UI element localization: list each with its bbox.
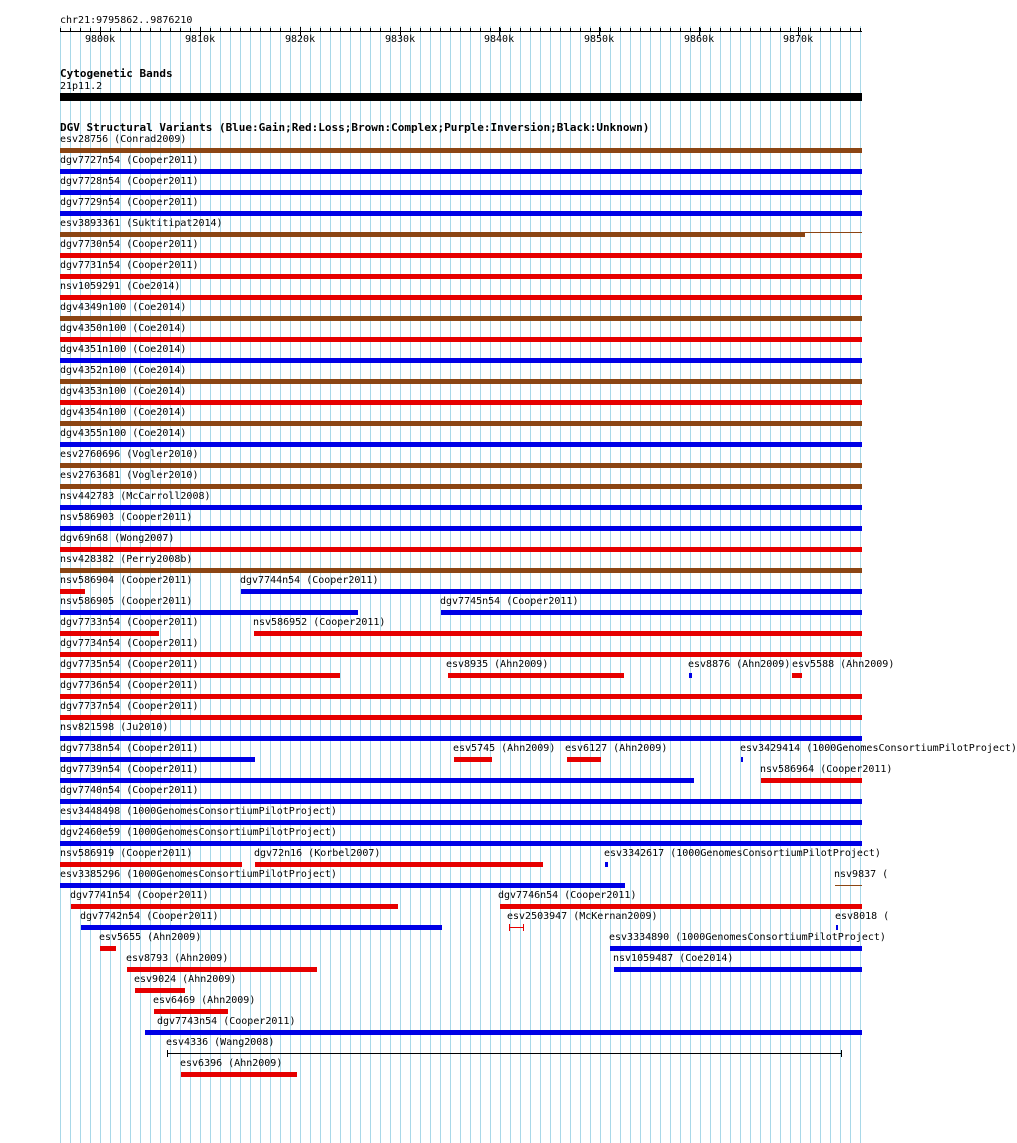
feature-label[interactable]: dgv7727n54 (Cooper2011) (60, 155, 199, 166)
ruler-minor-tick (510, 28, 511, 32)
ruler-minor-tick (590, 28, 591, 32)
ruler-minor-tick (180, 28, 181, 32)
feature-label[interactable]: dgv7744n54 (Cooper2011) (240, 575, 379, 586)
ruler-minor-tick (290, 28, 291, 32)
feature-bar[interactable] (448, 673, 624, 678)
feature-bar[interactable] (60, 757, 255, 762)
feature-bar[interactable] (60, 484, 862, 489)
ruler-minor-tick (420, 28, 421, 32)
feature-bar[interactable] (835, 885, 862, 886)
ruler-minor-tick (70, 28, 71, 32)
feature-label[interactable]: nsv1059487 (Coe2014) (613, 953, 734, 964)
feature-bar[interactable] (60, 211, 862, 216)
ruler-minor-tick (540, 28, 541, 32)
feature-bar[interactable] (60, 547, 862, 552)
feature-label[interactable]: dgv72n16 (Korbel2007) (254, 848, 381, 859)
ruler-minor-tick (140, 28, 141, 32)
ruler-minor-tick (690, 28, 691, 32)
feature-label[interactable]: esv2760696 (Vogler2010) (60, 449, 199, 460)
feature-bar[interactable] (60, 400, 862, 405)
feature-label[interactable]: dgv4355n100 (Coe2014) (60, 428, 187, 439)
cytoband-label: 21p11.2 (60, 81, 103, 92)
feature-label[interactable]: dgv4353n100 (Coe2014) (60, 386, 187, 397)
ruler-minor-tick (710, 28, 711, 32)
feature-label[interactable]: esv3342617 (1000GenomesConsortiumPilotProject) (604, 848, 881, 859)
feature-bar[interactable] (255, 862, 543, 867)
ruler-minor-tick (380, 28, 381, 32)
ruler-minor-tick (530, 28, 531, 32)
feature-bar[interactable] (60, 337, 862, 342)
feature-bar[interactable] (100, 946, 116, 951)
ruler-minor-tick (120, 28, 121, 32)
region-label: chr21:9795862..9876210 (60, 15, 193, 26)
ruler-minor-tick (90, 28, 91, 32)
feature-label[interactable]: dgv7734n54 (Cooper2011) (60, 638, 199, 649)
feature-label[interactable]: esv5588 (Ahn2009) (792, 659, 895, 670)
feature-label[interactable]: nsv428382 (Perry2008b) (60, 554, 193, 565)
feature-label[interactable]: dgv7730n54 (Cooper2011) (60, 239, 199, 250)
feature-label[interactable]: dgv2460e59 (1000GenomesConsortiumPilotProject) (60, 827, 337, 838)
feature-label[interactable]: esv3448498 (1000GenomesConsortiumPilotProject) (60, 806, 337, 817)
feature-bar[interactable] (154, 1009, 228, 1014)
feature-label[interactable]: nsv1059291 (Coe2014) (60, 281, 181, 292)
feature-label[interactable]: esv6396 (Ahn2009) (180, 1058, 283, 1069)
feature-bar[interactable] (60, 379, 862, 384)
ruler-minor-tick (430, 28, 431, 32)
ruler-minor-tick (840, 28, 841, 32)
ruler-minor-tick (810, 28, 811, 32)
feature-label[interactable]: esv3334890 (1000GenomesConsortiumPilotProject) (609, 932, 886, 943)
ruler-tick-label: 9850k (584, 34, 615, 45)
feature-label[interactable]: dgv7739n54 (Cooper2011) (60, 764, 199, 775)
feature-label[interactable]: dgv7742n54 (Cooper2011) (80, 911, 219, 922)
ruler-minor-tick (740, 28, 741, 32)
feature-bar[interactable] (792, 673, 802, 678)
ruler-minor-tick (210, 28, 211, 32)
feature-label[interactable]: esv6127 (Ahn2009) (565, 743, 668, 754)
feature-label[interactable]: esv2763681 (Vogler2010) (60, 470, 199, 481)
ruler-minor-tick (280, 28, 281, 32)
feature-label[interactable]: esv3429414 (1000GenomesConsortiumPilotProject) (740, 743, 1017, 754)
feature-label[interactable]: dgv7735n54 (Cooper2011) (60, 659, 199, 670)
feature-label[interactable]: nsv9837 ( (834, 869, 889, 880)
feature-bar[interactable] (60, 274, 862, 279)
feature-label[interactable]: nsv586904 (Cooper2011) (60, 575, 193, 586)
ruler-minor-tick (560, 28, 561, 32)
ruler-minor-tick (160, 28, 161, 32)
feature-bar[interactable] (60, 505, 862, 510)
ruler-minor-tick (500, 28, 501, 32)
feature-label[interactable]: dgv7728n54 (Cooper2011) (60, 176, 199, 187)
feature-label[interactable]: dgv4354n100 (Coe2014) (60, 407, 187, 418)
feature-label[interactable]: nsv586964 (Cooper2011) (760, 764, 893, 775)
ruler-minor-tick (700, 28, 701, 32)
ruler-tick-label: 9810k (185, 34, 216, 45)
feature-bar[interactable] (60, 526, 862, 531)
dgv-title: DGV Structural Variants (Blue:Gain;Red:Loss;Brown:Complex;Purple:Inversion;Black:Unknown) (60, 121, 650, 134)
feature-label[interactable]: dgv7737n54 (Cooper2011) (60, 701, 199, 712)
feature-bar[interactable] (567, 757, 601, 762)
ruler-tick-label: 9840k (484, 34, 515, 45)
feature-label[interactable]: nsv586903 (Cooper2011) (60, 512, 193, 523)
ruler-minor-tick (350, 28, 351, 32)
feature-bar[interactable] (60, 253, 862, 258)
feature-bar[interactable] (60, 610, 358, 615)
feature-end-cap (841, 1050, 842, 1057)
feature-bar[interactable] (181, 1072, 297, 1077)
feature-bar[interactable] (135, 988, 185, 993)
ruler-minor-tick (820, 28, 821, 32)
feature-label[interactable]: esv5655 (Ahn2009) (99, 932, 202, 943)
feature-label[interactable]: esv9024 (Ahn2009) (134, 974, 237, 985)
feature-bar[interactable] (60, 694, 862, 699)
feature-bar[interactable] (60, 883, 625, 888)
ruler-minor-tick (230, 28, 231, 32)
ruler-minor-tick (830, 28, 831, 32)
ruler-minor-tick (310, 28, 311, 32)
ruler-minor-tick (680, 28, 681, 32)
feature-label[interactable]: esv5745 (Ahn2009) (453, 743, 556, 754)
ruler-minor-tick (750, 28, 751, 32)
feature-label[interactable]: dgv7738n54 (Cooper2011) (60, 743, 199, 754)
ruler-minor-tick (80, 28, 81, 32)
feature-extension-line (805, 232, 862, 233)
ruler-minor-tick (250, 28, 251, 32)
ruler-minor-tick (660, 28, 661, 32)
ruler-tick-label: 9830k (385, 34, 416, 45)
feature-bar[interactable] (60, 799, 862, 804)
feature-label[interactable]: esv8018 ( (835, 911, 890, 922)
feature-label[interactable]: dgv7745n54 (Cooper2011) (440, 596, 579, 607)
feature-label[interactable]: nsv586952 (Cooper2011) (253, 617, 386, 628)
ruler-tick-label: 9800k (85, 34, 116, 45)
feature-bar[interactable] (60, 820, 862, 825)
ruler-minor-tick (340, 28, 341, 32)
feature-label[interactable]: dgv7731n54 (Cooper2011) (60, 260, 199, 271)
ruler-minor-tick (790, 28, 791, 32)
feature-bar[interactable] (761, 778, 862, 783)
cytoband-title: Cytogenetic Bands (60, 67, 173, 80)
ruler-minor-tick (670, 28, 671, 32)
feature-end-cap (523, 924, 524, 931)
feature-label[interactable]: dgv7743n54 (Cooper2011) (157, 1016, 296, 1027)
ruler-minor-tick (600, 28, 601, 32)
ruler-minor-tick (490, 28, 491, 32)
feature-bar[interactable] (60, 715, 862, 720)
cytoband-bar[interactable] (60, 93, 862, 101)
feature-bar[interactable] (60, 442, 862, 447)
feature-bar[interactable] (441, 610, 862, 615)
feature-bar[interactable] (60, 295, 862, 300)
ruler-minor-tick (110, 28, 111, 32)
ruler-minor-tick (170, 28, 171, 32)
ruler-minor-tick (730, 28, 731, 32)
ruler-minor-tick (460, 28, 461, 32)
ruler-minor-tick (860, 28, 861, 32)
feature-label[interactable]: esv2503947 (McKernan2009) (507, 911, 658, 922)
ruler-minor-tick (630, 28, 631, 32)
ruler-minor-tick (520, 28, 521, 32)
feature-label[interactable]: dgv7740n54 (Cooper2011) (60, 785, 199, 796)
feature-bar[interactable] (60, 463, 862, 468)
feature-bar[interactable] (71, 904, 398, 909)
feature-bar[interactable] (605, 862, 608, 867)
ruler-minor-tick (270, 28, 271, 32)
feature-bar[interactable] (60, 568, 862, 573)
feature-bar[interactable] (60, 358, 862, 363)
feature-bar[interactable] (241, 589, 862, 594)
feature-bar[interactable] (60, 421, 862, 426)
ruler-minor-tick (260, 28, 261, 32)
feature-bar[interactable] (60, 778, 694, 783)
feature-label[interactable]: esv28756 (Conrad2009) (60, 134, 187, 145)
ruler-tick-label: 9820k (285, 34, 316, 45)
ruler-minor-tick (580, 28, 581, 32)
feature-end-cap (509, 924, 510, 931)
feature-label[interactable]: esv8793 (Ahn2009) (126, 953, 229, 964)
ruler-minor-tick (130, 28, 131, 32)
feature-bar[interactable] (254, 631, 862, 636)
feature-label[interactable]: dgv7729n54 (Cooper2011) (60, 197, 199, 208)
feature-label[interactable]: dgv7736n54 (Cooper2011) (60, 680, 199, 691)
feature-bar[interactable] (60, 862, 242, 867)
feature-bar[interactable] (836, 925, 838, 930)
feature-bar[interactable] (60, 589, 85, 594)
ruler-minor-tick (780, 28, 781, 32)
feature-bar[interactable] (500, 904, 862, 909)
feature-bar[interactable] (509, 927, 524, 928)
ruler-minor-tick (550, 28, 551, 32)
ruler-minor-tick (390, 28, 391, 32)
feature-bar[interactable] (454, 757, 492, 762)
feature-label[interactable]: nsv821598 (Ju2010) (60, 722, 169, 733)
feature-label[interactable]: esv8935 (Ahn2009) (446, 659, 549, 670)
feature-bar[interactable] (127, 967, 317, 972)
feature-bar[interactable] (614, 967, 862, 972)
feature-label[interactable]: nsv442783 (McCarroll2008) (60, 491, 211, 502)
feature-label[interactable]: esv3893361 (Suktitipat2014) (60, 218, 223, 229)
feature-label[interactable]: dgv4350n100 (Coe2014) (60, 323, 187, 334)
feature-bar[interactable] (60, 673, 340, 678)
ruler-minor-tick (220, 28, 221, 32)
ruler-minor-tick (850, 28, 851, 32)
ruler-minor-tick (720, 28, 721, 32)
ruler-minor-tick (480, 28, 481, 32)
ruler-minor-tick (760, 28, 761, 32)
ruler-minor-tick (650, 28, 651, 32)
ruler-minor-tick (330, 28, 331, 32)
feature-bar[interactable] (60, 169, 862, 174)
feature-label[interactable]: dgv4351n100 (Coe2014) (60, 344, 187, 355)
feature-label[interactable]: esv8876 (Ahn2009) (688, 659, 791, 670)
feature-bar[interactable] (81, 925, 442, 930)
feature-bar[interactable] (60, 316, 862, 321)
ruler-minor-tick (60, 28, 61, 32)
ruler-minor-tick (450, 28, 451, 32)
feature-label[interactable]: dgv4352n100 (Coe2014) (60, 365, 187, 376)
feature-bar[interactable] (167, 1053, 842, 1054)
feature-label[interactable]: dgv4349n100 (Coe2014) (60, 302, 187, 313)
feature-label[interactable]: nsv586919 (Cooper2011) (60, 848, 193, 859)
feature-bar[interactable] (689, 673, 692, 678)
feature-label[interactable]: esv6469 (Ahn2009) (153, 995, 256, 1006)
feature-bar[interactable] (610, 946, 862, 951)
feature-end-cap (167, 1050, 168, 1057)
ruler-minor-tick (410, 28, 411, 32)
feature-bar[interactable] (741, 757, 743, 762)
ruler-minor-tick (570, 28, 571, 32)
feature-bar[interactable] (60, 652, 862, 657)
ruler-minor-tick (800, 28, 801, 32)
feature-bar[interactable] (60, 841, 862, 846)
ruler-minor-tick (150, 28, 151, 32)
ruler-minor-tick (470, 28, 471, 32)
ruler-minor-tick (370, 28, 371, 32)
feature-label[interactable]: dgv7741n54 (Cooper2011) (70, 890, 209, 901)
ruler-minor-tick (620, 28, 621, 32)
ruler-minor-tick (640, 28, 641, 32)
feature-label[interactable]: dgv7746n54 (Cooper2011) (498, 890, 637, 901)
ruler-tick-label: 9860k (684, 34, 715, 45)
feature-label[interactable]: dgv7733n54 (Cooper2011) (60, 617, 199, 628)
feature-label[interactable]: nsv586905 (Cooper2011) (60, 596, 193, 607)
feature-bar[interactable] (60, 631, 159, 636)
feature-bar[interactable] (60, 232, 805, 237)
ruler-minor-tick (610, 28, 611, 32)
ruler-minor-tick (440, 28, 441, 32)
feature-bar[interactable] (60, 190, 862, 195)
feature-bar[interactable] (60, 148, 862, 153)
ruler-minor-tick (240, 28, 241, 32)
feature-bar[interactable] (145, 1030, 862, 1035)
feature-bar[interactable] (60, 736, 862, 741)
ruler-minor-tick (320, 28, 321, 32)
feature-label[interactable]: esv4336 (Wang2008) (166, 1037, 275, 1048)
feature-label[interactable]: dgv69n68 (Wong2007) (60, 533, 175, 544)
ruler-minor-tick (360, 28, 361, 32)
ruler-minor-tick (190, 28, 191, 32)
ruler-tick-label: 9870k (783, 34, 814, 45)
feature-label[interactable]: esv3385296 (1000GenomesConsortiumPilotProject) (60, 869, 337, 880)
ruler-minor-tick (770, 28, 771, 32)
